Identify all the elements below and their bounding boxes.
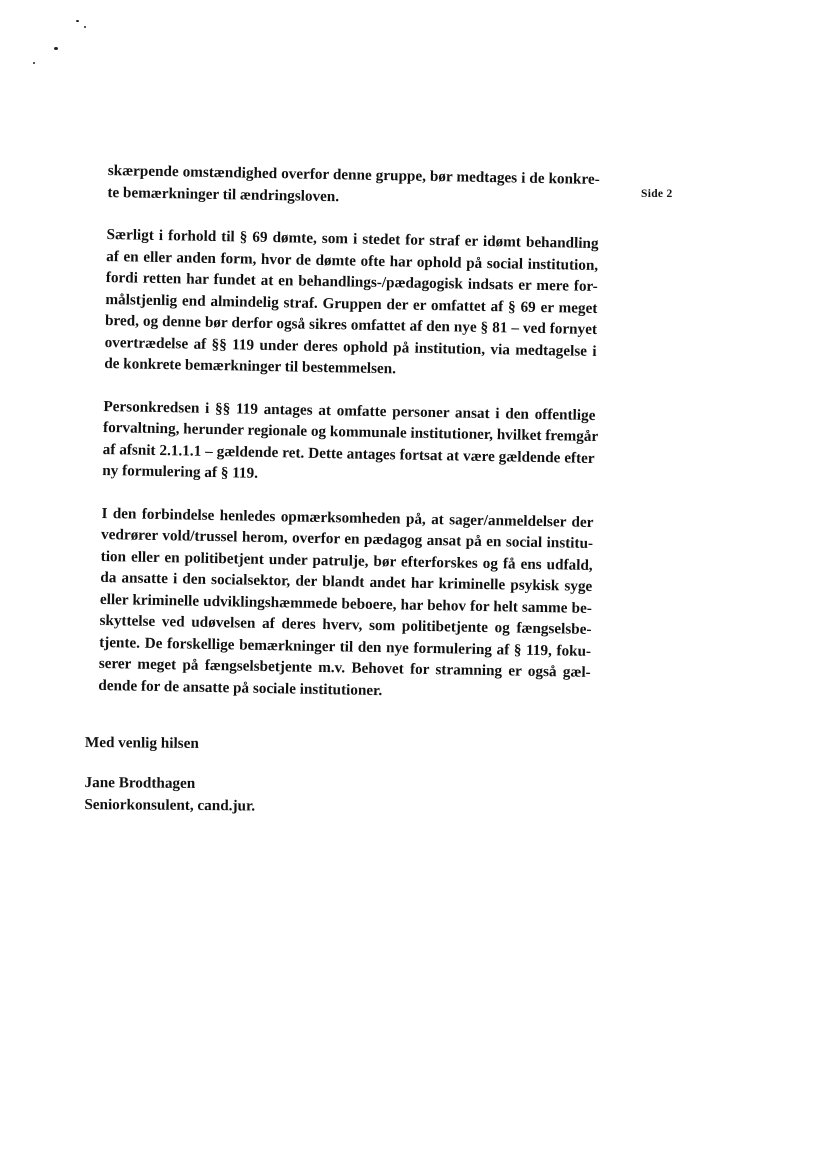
text-line: overtrædelse af §§ 119 under deres ophold på institution, via medtagelse i [104, 333, 597, 360]
text-line: skyttelse ved udøvelsen af deres hverv, som politibetjente og fængselsbe- [99, 611, 592, 638]
text-line: skærpende omstændighed overfor denne gruppe, bør medtages i de konkre- [107, 161, 600, 189]
text-line: da ansatte i den socialsektor, der blandt andet har kriminelle psykisk syge [100, 568, 593, 595]
text-line: bred, og denne bør derfor også sikres omfattet af den nye § 81 – ved fornyet [104, 311, 598, 338]
text-line: Personkredsen i §§ 119 antages at omfatte personer ansat i den offentlige [103, 397, 596, 424]
text-line: de konkrete bemærkninger til bestemmelsen. [104, 354, 397, 378]
text-line: Særligt i forhold til § 69 dømte, som i stedet for straf er idømt behandling [106, 225, 599, 253]
signature-block [84, 732, 255, 817]
text-line: vedrører vold/trussel herom, overfor en pædagog ansat på en social institu- [100, 525, 594, 552]
signer-name: Jane Brodthagen [84, 773, 196, 792]
text-line: I den forbindelse henledes opmærksomheden på, at sager/anmeldelser der [101, 504, 594, 531]
scan-speck [33, 62, 35, 64]
text-line: målstjenlig end almindelig straf. Gruppen der er omfattet af § 69 er meget [105, 290, 598, 317]
text-line: tjente. De forskellige bemærkninger til den nye formulering af § 119, foku- [99, 633, 592, 660]
text-line: dende for de ansatte på sociale institutioner. [98, 676, 383, 699]
letter-body [98, 160, 600, 726]
text-line: af en eller anden form, hvor de dømte ofte har ophold på social institution, [106, 247, 599, 274]
scan-speck [84, 26, 86, 28]
text-line: af afsnit 2.1.1.1 – gældende ret. Dette antages fortsat at være gældende efter [102, 440, 595, 467]
text-line: ny formulering af § 119. [102, 461, 259, 482]
closing-greeting: Med venlig hilsen [84, 733, 199, 752]
text-line: fordi retten har fundet at en behandlings-/pædagogisk indsats er mere for- [105, 268, 598, 295]
page-number-label: Side 2 [641, 188, 673, 200]
text-line: forvaltning, herunder regionale og kommunale institutioner, hvilket fremgår [102, 418, 599, 446]
text-line: te bemærkninger til ændringsloven. [107, 183, 340, 205]
text-line: serer meget på fængselsbetjente m.v. Behovet for stramning er også gæl- [98, 654, 591, 681]
text-line: eller kriminelle udviklingshæmmede beboere, har behov for helt samme be- [99, 590, 593, 617]
text-line: tion eller en politibetjent under patrulje, bør efterforskes og få ens udfald, [100, 547, 593, 574]
paragraph [107, 160, 600, 212]
signer-title: Seniorkonsulent, cand.jur. [84, 795, 256, 815]
scan-speck [54, 47, 58, 50]
paragraph [102, 395, 599, 490]
scan-speck [76, 20, 79, 22]
paragraph [104, 224, 599, 383]
paragraph [98, 502, 593, 704]
